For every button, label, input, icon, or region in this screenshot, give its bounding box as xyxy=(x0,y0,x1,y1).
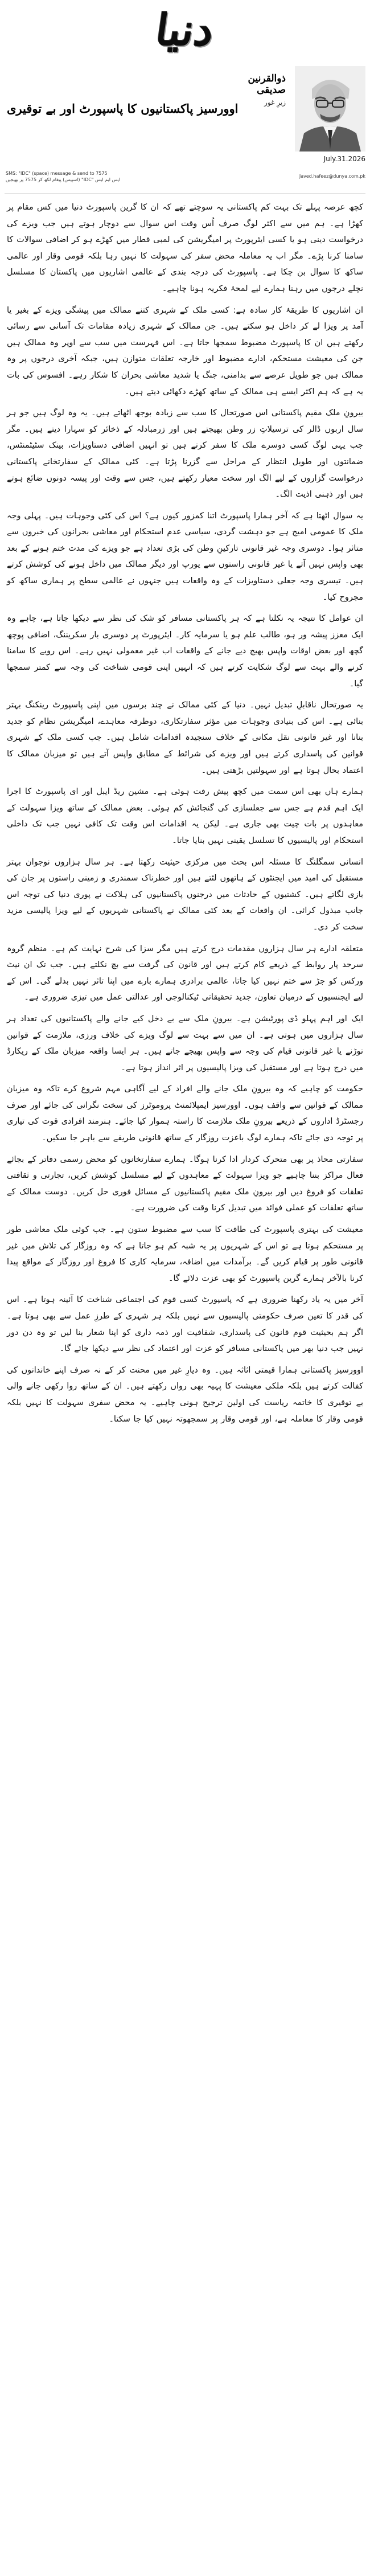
article-paragraph: ہمارے ہاں بھی اس سمت میں کچھ پیش رفت ہوئی ہے۔ مشین ریڈ ایبل اور ای پاسپورٹ کا اجرا ایک اہم قدم ہے جس سے جعلسازی کی گنجائش کم ہوئی۔ بعض ممالک کے ساتھ ویزا سہولت کے معاہدوں پر بات چیت بھی جاری ہے۔ لیکن یہ اقدامات اس وقت تک کافی نہیں جب تک داخلی استحکام اور پالیسیوں کا تسلسل یقینی نہیں بنایا جاتا۔ xyxy=(7,787,363,845)
newspaper-logo: دنیا xyxy=(153,4,217,55)
article-paragraph: ان عوامل کا نتیجہ یہ نکلتا ہے کہ ہر پاکستانی مسافر کو شک کی نظر سے دیکھا جاتا ہے، چاہے وہ ایک معزز پیشہ ور ہو، طالب علم ہو یا سرمایہ کار۔ ایئرپورٹ پر دوسری بار سکریننگ، اضافی پوچھ گچھ اور بعض اوقات واپس بھیج دیے جانے کے واقعات اب غیر معمولی نہیں رہے۔ اس رویے کا سامنا کرنے والے بہت سے لوگ شکایت کرتے ہیں کہ انہیں اپنی قومی شناخت کی وجہ سے کمتر سمجھا گیا۔ xyxy=(7,614,363,689)
author-photo xyxy=(295,66,365,151)
contact-row xyxy=(6,171,365,188)
article-paragraph: یہ صورتحال ناقابلِ تبدیل نہیں۔ دنیا کے کئی ممالک نے چند برسوں میں اپنی پاسپورٹ رینکنگ بہتر بنائی ہے۔ اس کی بنیادی وجوہات میں مؤثر سفارتکاری، دوطرفہ معاہدے، امیگریشن نظام کو جدید بنانا اور غیر قانونی نقل مکانی کے خلاف سنجیدہ اقدامات شامل ہیں۔ جب کسی ملک کے شہری قوانین کی پاسداری کرتے ہیں اور ویزے کی شرائط کے مطابق واپس آتے ہیں تو میزبان ممالک کا اعتماد بحال ہوتا ہے اور سہولتیں بڑھتی ہیں۔ xyxy=(7,701,363,775)
article-paragraph: کچھ عرصہ پہلے تک بہت کم پاکستانی یہ سوچتے تھے کہ ان کا گرین پاسپورٹ دنیا میں کس مقام پر کھڑا ہے۔ ہم میں سے اکثر لوگ صرف اُس وقت اس سوال سے دوچار ہوتے ہیں جب ویزے کی درخواست دینی ہو یا کسی ایئرپورٹ پر امیگریشن کی لمبی قطار میں کھڑے ہو کر اضافی سوالات کا سامنا کرنا پڑے۔ مگر اب یہ معاملہ محض سفر کی سہولت کا نہیں رہا بلکہ قومی وقار اور عالمی ساکھ کا سوال بن چکا ہے۔ پاسپورٹ کی درجہ بندی کے عالمی اشاریوں میں پاکستان کا مسلسل نچلے درجوں میں رہنا ہمارے لیے لمحۂ فکریہ ہونا چاہیے۔ xyxy=(7,203,363,293)
article-paragraph: متعلقہ ادارے ہر سال ہزاروں مقدمات درج کرتے ہیں مگر سزا کی شرح نہایت کم ہے۔ منظم گروہ سرحد پار روابط کے ذریعے کام کرتے ہیں اور قانون کی گرفت سے بچ نکلتے ہیں۔ جب تک ان نیٹ ورکس کو جڑ سے ختم نہیں کیا جاتا، عالمی برادری ہمارے بارے میں اپنا تاثر نہیں بدلے گی۔ اس کے لیے ایجنسیوں کے درمیان تعاون، جدید تحقیقاتی ٹیکنالوجی اور عدالتی عمل میں تیزی ضروری ہے۔ xyxy=(7,944,363,1002)
article-paragraph: ان اشاریوں کا طریقۂ کار سادہ ہے: کسی ملک کے شہری کتنے ممالک میں پیشگی ویزے کے بغیر یا آمد پر ویزا لے کر داخل ہو سکتے ہیں۔ جن ممالک کے شہری زیادہ مقامات تک آسانی سے رسائی رکھتے ہیں ان کا پاسپورٹ مضبوط سمجھا جاتا ہے۔ اس فہرست میں سب سے اوپر وہ ممالک ہیں جن کی معیشت مستحکم، ادارے مضبوط اور خارجہ تعلقات متوازن ہیں، جبکہ آخری درجوں پر وہ ممالک ہیں جو طویل عرصے سے بدامنی، جنگ یا شدید معاشی بحران کا شکار رہے۔ افسوس کی بات یہ ہے کہ ہم اکثر ایسے ہی ممالک کے ساتھ کھڑے دکھائی دیتے ہیں۔ xyxy=(7,305,363,396)
article-paragraph: سفارتی محاذ پر بھی متحرک کردار ادا کرنا ہوگا۔ ہمارے سفارتخانوں کو محض رسمی دفاتر کے بجائے فعال مراکز بننا چاہیے جو ویزا سہولت کے معاہدوں کے لیے مسلسل کوشش کریں، تجارتی و ثقافتی تعلقات کو فروغ دیں اور بیرونِ ملک مقیم پاکستانیوں کے مسائل فوری حل کریں۔ دوست ممالک کے ساتھ تعلقات کو عملی فوائد میں تبدیل کرنا وقت کی ضرورت ہے۔ xyxy=(7,1154,363,1213)
article-body xyxy=(7,199,363,1432)
sms-instructions xyxy=(6,171,211,183)
article-paragraph: آخر میں یہ یاد رکھنا ضروری ہے کہ پاسپورٹ کسی قوم کی اجتماعی شناخت کا آئینہ ہوتا ہے۔ اس کی قدر کا تعین صرف حکومتی پالیسیوں سے نہیں بلکہ ہر شہری کے طرزِ عمل سے بھی ہوتا ہے۔ اگر ہم بحیثیت قوم قانون کی پاسداری، شفافیت اور ذمہ داری کو اپنا شعار بنا لیں تو وہ دن دور نہیں جب دنیا بھر میں پاکستانی مسافر کو عزت اور اعتماد کی نظر سے دیکھا جائے گا۔ xyxy=(7,1295,363,1354)
article-headline: اوورسیز پاکستانیوں کا پاسپورٹ اور بے توقیری xyxy=(7,101,239,116)
author-name: ذوالقرنین صدیقی xyxy=(248,73,286,96)
column-name: زیرِ غور xyxy=(264,98,286,107)
article-paragraph: انسانی سمگلنگ کا مسئلہ اس بحث میں مرکزی حیثیت رکھتا ہے۔ ہر سال ہزاروں نوجوان بہتر مستقبل کی امید میں ایجنٹوں کے ہاتھوں لٹتے ہیں اور خطرناک سمندری و زمینی راستوں پر جان کی بازی لگاتے ہیں۔ کشتیوں کے حادثات میں درجنوں پاکستانیوں کی ہلاکت نے پوری دنیا کی توجہ اس جانب مبذول کرائی۔ ان واقعات کے بعد کئی ممالک نے پاکستانی شہریوں کے لیے ویزا پالیسی مزید سخت کر دی۔ xyxy=(7,857,363,932)
article-paragraph: حکومت کو چاہیے کہ وہ بیرونِ ملک جانے والے افراد کے لیے آگاہی مہم شروع کرے تاکہ وہ میزبان ممالک کے قوانین سے واقف ہوں۔ اوورسیز ایمپلائمنٹ پروموٹرز کی سخت نگرانی کی جائے اور صرف رجسٹرڈ اداروں کے ذریعے بیرونِ ملک ملازمت کا راستہ ہموار کیا جائے۔ ہنرمند افرادی قوت کی تیاری پر توجہ دی جائے تاکہ ہمارے لوگ باعزت روزگار کے ساتھ قانونی طریقے سے باہر جا سکیں۔ xyxy=(7,1084,363,1143)
author-portrait-icon xyxy=(295,66,365,151)
sms-line-english: SMS: "IDC" (space) message & send to 7575 xyxy=(6,171,108,176)
article-paragraph: معیشت کی بہتری پاسپورٹ کی طاقت کا سب سے مضبوط ستون ہے۔ جب کوئی ملک معاشی طور پر مستحکم ہوتا ہے تو اس کے شہریوں پر یہ شبہ کم ہو جاتا ہے کہ وہ روزگار کی تلاش میں غیر قانونی طور پر قیام کریں گے۔ برآمدات میں اضافہ، سرمایہ کاری کا فروغ اور روزگار کے مواقع پیدا کرنا بالآخر ہمارے گرین پاسپورٹ کو بھی عزت دلائے گا۔ xyxy=(7,1225,363,1283)
article-paragraph: یہ سوال اٹھتا ہے کہ آخر ہمارا پاسپورٹ اتنا کمزور کیوں ہے؟ اس کی کئی وجوہات ہیں۔ پہلی وجہ ملک کا عمومی امیج ہے جو دہشت گردی، سیاسی عدم استحکام اور معاشی بحرانوں کی خبروں سے متاثر ہوا۔ دوسری وجہ غیر قانونی تارکینِ وطن کی بڑی تعداد ہے جو ویزے کی مدت ختم ہونے کے بعد بھی واپس نہیں آتے یا غیر قانونی راستوں سے یورپ اور دیگر ممالک میں داخل ہونے کی کوشش کرتے ہیں۔ تیسری وجہ جعلی دستاویزات کے وہ واقعات ہیں جنہوں نے عالمی سطح پر ہماری ساکھ کو مجروح کیا۔ xyxy=(7,511,363,602)
masthead xyxy=(0,0,370,60)
article-paragraph: بیرونِ ملک مقیم پاکستانی اس صورتحال کا سب سے زیادہ بوجھ اٹھاتے ہیں۔ یہ وہ لوگ ہیں جو ہر سال اربوں ڈالر کی ترسیلاتِ زر وطن بھیجتے ہیں اور زرمبادلہ کے ذخائر کو سہارا دیتے ہیں۔ مگر جب یہی لوگ کسی دوسرے ملک کا سفر کرتے ہیں تو انہیں اضافی دستاویزات، بینک سٹیٹمنٹس، ضمانتوں اور طویل انتظار کے مراحل سے گزرنا پڑتا ہے۔ کئی ممالک کے سفارتخانے پاکستانی درخواست گزاروں کے لیے الگ اور سخت معیار رکھتے ہیں، جس سے وقت اور پیسہ دونوں ضائع ہوتے ہیں اور ذہنی اذیت الگ۔ xyxy=(7,408,363,499)
article-paragraph: ایک اور اہم پہلو ڈی پورٹیشن ہے۔ بیرونِ ملک سے بے دخل کیے جانے والے پاکستانیوں کی تعداد ہر سال ہزاروں میں ہوتی ہے۔ ان میں سے بہت سے لوگ ویزے کی خلاف ورزی، ملازمت کے قوانین توڑنے یا غیر قانونی قیام کی وجہ سے واپس بھیجے جاتے ہیں۔ ہر ایسا واقعہ میزبان ملک کے ریکارڈ میں درج ہوتا ہے اور مستقبل کی ویزا پالیسیوں پر اثر انداز ہوتا ہے۔ xyxy=(7,1014,363,1072)
column-header xyxy=(0,62,370,194)
publish-date: July.31.2026 xyxy=(323,155,365,163)
sms-line-urdu: ایس ایم ایس "IDC" (اسپیس) پیغام لکھ کر 7575 پر بھیجیں xyxy=(6,177,121,182)
headline-container xyxy=(7,66,277,151)
author-email[interactable]: Javed.hafeez@dunya.com.pk xyxy=(299,174,365,179)
article-paragraph: اوورسیز پاکستانی ہمارا قیمتی اثاثہ ہیں۔ وہ دیارِ غیر میں محنت کر کے نہ صرف اپنے خاندانوں کی کفالت کرتے ہیں بلکہ ملکی معیشت کا پہیہ بھی رواں رکھتے ہیں۔ ان کے ساتھ روا رکھی جانے والی بے توقیری کا خاتمہ ریاست کی اولین ترجیح ہونی چاہیے۔ یہ محض سفری سہولت کا نہیں بلکہ قومی وقار کا معاملہ ہے، اور قومی وقار پر سمجھوتہ نہیں کیا جا سکتا۔ xyxy=(7,1365,363,1424)
